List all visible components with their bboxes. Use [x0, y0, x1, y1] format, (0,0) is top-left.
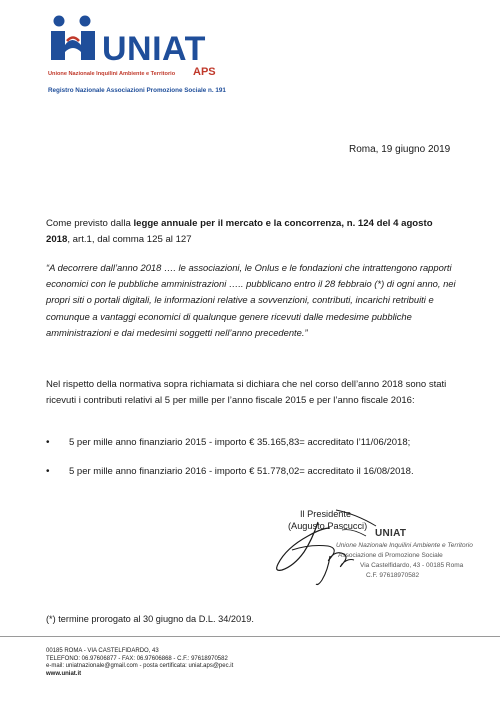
footer-divider — [0, 636, 500, 637]
intro-text-pre: Come previsto dalla — [46, 218, 134, 229]
law-quote: “A decorrere dall’anno 2018 …. le associazioni, le Onlus e le fondazioni che intrattengono rapporti economici con le pubbliche amministrazioni ….. pubblicano entro il 28 febbraio (*) di ogni anno, nei propri siti o portali digitali, le informazioni relative a sovvenzioni, contributi, incarichi retribuiti e comunque a vantaggi economici di qualunque genere ricevuti dalle medesime pubbliche amministrazioni e dai medesimi soggetti nell’anno precedente.” — [46, 262, 456, 338]
stamp-line: Via Castelfidardo, 43 - 00185 Roma — [360, 562, 464, 569]
law-reference: legge annuale per il mercato e la concorrenza, n. 124 del 4 agosto 2018 — [46, 218, 433, 245]
stamp-line: C.F. 97618970582 — [366, 572, 420, 579]
registry-line: Registro Nazionale Associazioni Promozione Sociale n. 191 — [48, 87, 226, 94]
list-item — [46, 466, 476, 478]
letter-date: Roma, 19 giugno 2019 — [349, 144, 451, 155]
footer-address: 00185 ROMA - VIA CASTELFIDARDO, 43 — [46, 648, 159, 654]
logo-aps: APS — [193, 66, 216, 78]
stamp-line: Unione Nazionale Inquilini Ambiente e Territorio — [336, 542, 473, 549]
declaration-paragraph: Nel rispetto della normativa sopra richiamata si dichiara che nel corso dell’anno 2018 sono stati ricevuti i contributi relativi al 5 per mille per l’anno fiscale 2015 e per l’anno fiscale 2016: — [46, 379, 447, 406]
bullet-icon: • — [46, 466, 50, 477]
stamp-org: UNIAT — [375, 528, 407, 539]
uniat-logo-icon — [47, 15, 99, 60]
signatory-title: Il Presidente — [300, 509, 352, 519]
intro-paragraph — [46, 216, 456, 248]
logo-subline: Unione Nazionale Inquilini Ambiente e Territorio — [48, 71, 176, 77]
footnote: (*) termine prorogato al 30 giugno da D.L. 34/2019. — [46, 614, 254, 624]
footer-email: e-mail: uniatnazionale@gmail.com - posta certificata: uniat.aps@pec.it — [46, 663, 234, 669]
footer-phone: TELEFONO: 06.97606877 - FAX: 06.97606868 - C.F.: 97618970582 — [46, 655, 228, 662]
signatory-name: (Augusto Pascucci) — [288, 521, 368, 531]
handwritten-signature — [272, 500, 382, 590]
footer-website: www.uniat.it — [46, 670, 82, 677]
logo-wordmark: UNIAT — [102, 30, 206, 68]
list-item-text: 5 per mille anno finanziario 2015 - importo € 35.165,83= accreditato l’11/06/2018; — [69, 437, 411, 448]
stamp-line: Associazione di Promozione Sociale — [338, 552, 443, 559]
list-item-text: 5 per mille anno finanziario 2016 - importo € 51.778,02= accreditato il 16/08/2018. — [69, 466, 414, 477]
list-item — [46, 437, 476, 449]
bullet-icon: • — [46, 437, 50, 448]
intro-text-post: , art.1, dal comma 125 al 127 — [67, 234, 192, 245]
